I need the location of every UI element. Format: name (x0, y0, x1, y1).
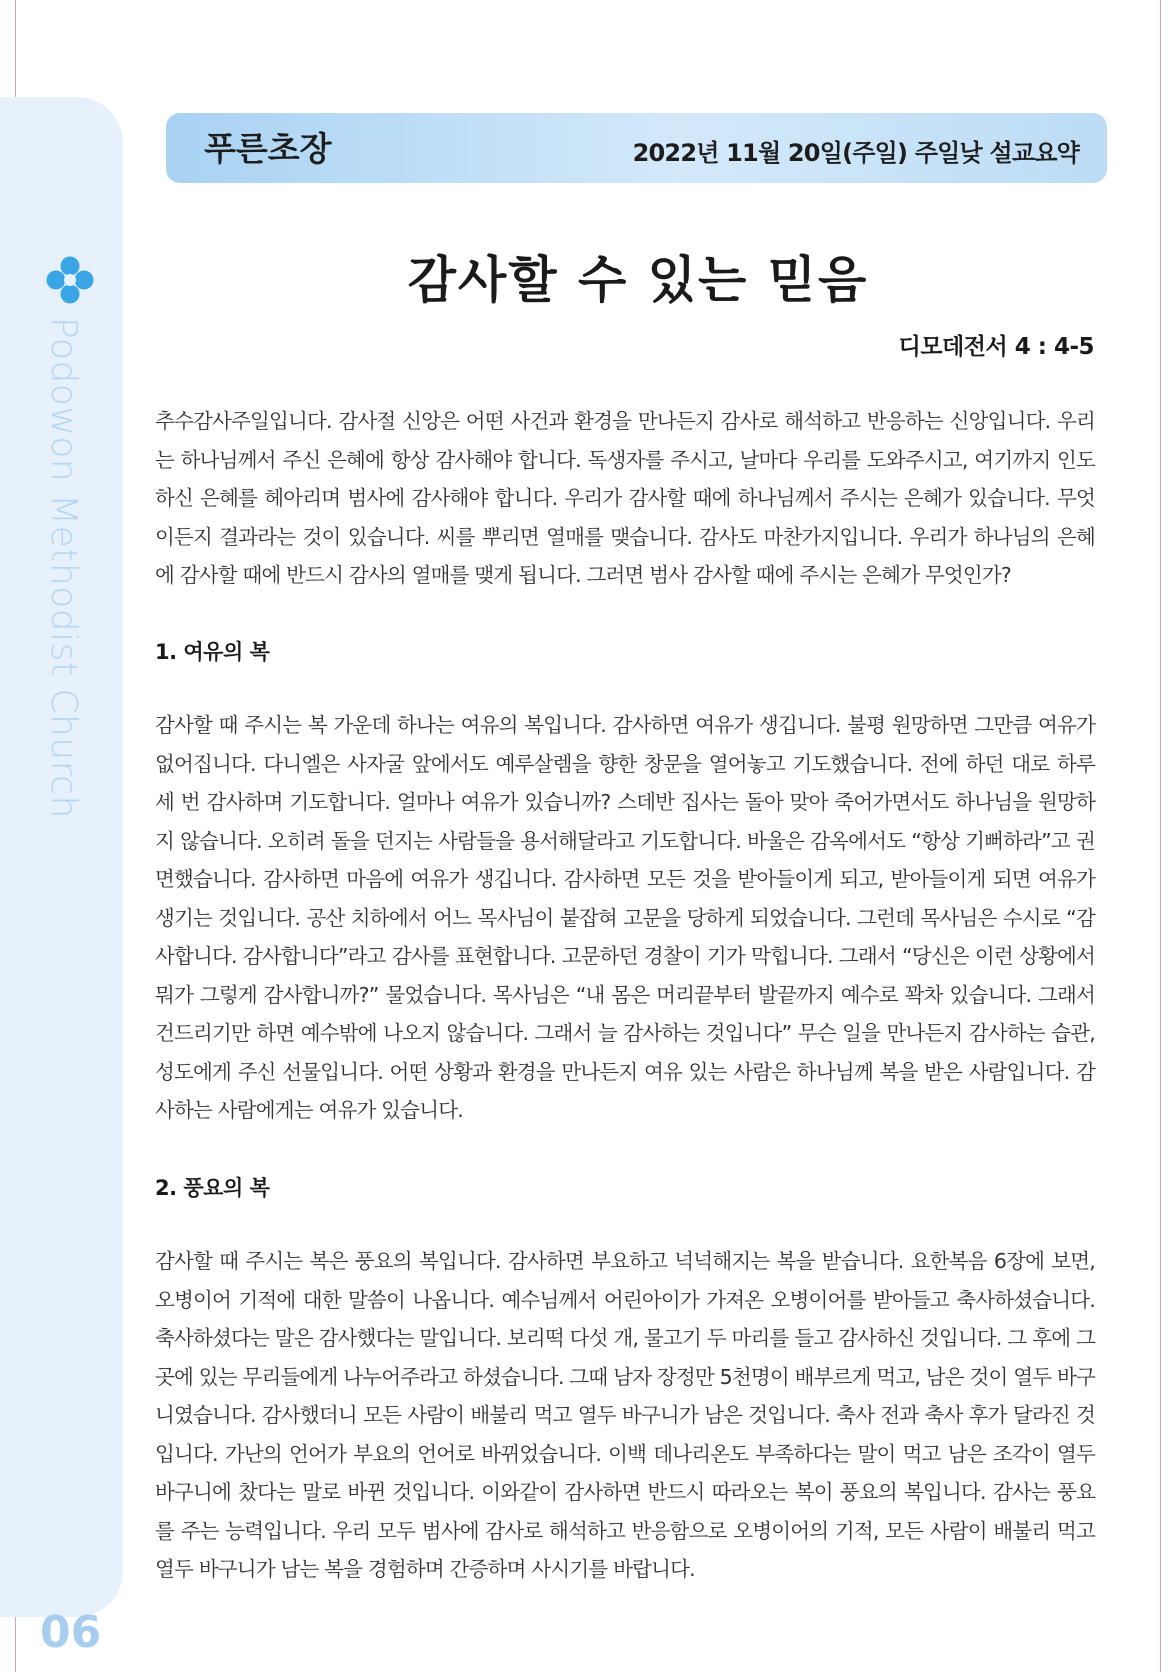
section-label: 푸른초장 (204, 129, 332, 168)
cross-flower-icon (45, 255, 95, 305)
scripture-reference: 디모데전서 4 : 4-5 (898, 334, 1094, 360)
section-body-2: 감사할 때 주시는 복은 풍요의 복입니다. 감사하면 부요하고 넉넉해지는 복을 받습니다. 요한복음 6장에 보면, 오병이어 기적에 대한 말씀이 나옵니다. 예수님께서 어린아이가 가져온 오병이어를 받아들고 축사하셨습니다. 축사하셨다는 말은 감사했다는 말입니다. 보리떡 다섯 개, 물고기 두 마리를 들고 감사하신 것입니다. 그 후에 그곳에 있는 무리들에게 나누어주라고 하셨습니다. 그때 남자 장정만 5천명이 배부르게 먹고, 남은 것이 열두 바구니였습니다. 감사했더니 모든 사람이 배불리 먹고 열두 바구니가 남은 것입니다. 축사 전과 축사 후가 달라진 것입니다. 가난의 언어가 부요의 언어로 바뀌었습니다. 이백 데나리온도 부족하다는 말이 먹고 남은 조각이 열두 바구니에 찼다는 말로 바뀐 것입니다. 이와같이 감사하면 반드시 따라오는 복이 풍요의 복입니다. 감사는 풍요를 주는 능력입니다. 우리 모두 범사에 감사로 해석하고 반응함으로 오병이어의 기적, 모든 사람이 배불리 먹고 열두 바구니가 남는 복을 경험하며 간증하며 사시기를 바랍니다. (155, 1249, 1095, 1581)
sidebar (0, 97, 123, 1658)
section-body-1: 감사할 때 주시는 복 가운데 하나는 여유의 복입니다. 감사하면 여유가 생깁니다. 불평 원망하면 그만큼 여유가 없어집니다. 다니엘은 사자굴 앞에서도 예루살렘을 향한 창문을 열어놓고 기도했습니다. 전에 하던 대로 하루 세 번 감사하며 기도합니다. 얼마나 여유가 있습니까? 스데반 집사는 돌아 맞아 죽어가면서도 하나님을 원망하지 않습니다. 오히려 돌을 던지는 사람들을 용서해달라고 기도합니다. 바울은 감옥에서도 “항상 기뻐하라”고 권면했습니다. 감사하면 마음에 여유가 생깁니다. 감사하면 모든 것을 받아들이게 되고, 받아들이게 되면 여유가 생기는 것입니다. 공산 치하에서 어느 목사님이 붙잡혀 고문을 당하게 되었습니다. 그런데 목사님은 수시로 “감사합니다. 감사합니다”라고 감사를 표현합니다. 고문하던 경찰이 기가 막힙니다. 그래서 “당신은 이런 상황에서 뭐가 그렇게 감사합니까?” 물었습니다. 목사님은 “내 몸은 머리끝부터 발끝까지 예수로 꽉차 있습니다. 그래서 건드리기만 하면 예수밖에 나오지 않습니다. 그래서 늘 감사하는 것입니다” 무슨 일을 만나든지 감사하는 습관, 성도에게 주신 선물입니다. 어떤 상황과 환경을 만나든지 여유 있는 사람은 하나님께 복을 받은 사람입니다. 감사하는 사람에게는 여유가 있습니다. (155, 713, 1095, 1122)
header-band (166, 113, 1107, 183)
intro-paragraph: 추수감사주일입니다. 감사절 신앙은 어떤 사건과 환경을 만나든지 감사로 해석하고 반응하는 신앙입니다. 우리는 하나님께서 주신 은혜에 항상 감사해야 합니다. 독생자를 주시고, 날마다 우리를 도와주시고, 여기까지 인도하신 은혜를 헤아리며 범사에 감사해야 합니다. 우리가 감사할 때에 하나님께서 주시는 은혜가 있습니다. 무엇이든지 결과라는 것이 있습니다. 씨를 뿌리면 열매를 맺습니다. 감사도 마찬가지입니다. 우리가 하나님의 은혜에 감사할 때에 반드시 감사의 열매를 맺게 됩니다. 그러면 범사 감사할 때에 주시는 은혜가 무엇인가? (155, 409, 1095, 587)
page-border-right (1160, 0, 1161, 1672)
section-heading-2: 2. 풍요의 복 (155, 1176, 270, 1200)
section-heading-1: 1. 여유의 복 (155, 640, 270, 664)
page-number: 06 (40, 1607, 102, 1658)
church-name-vertical: Podowon Methodist Church (43, 317, 84, 819)
sermon-title: 감사할 수 있는 믿음 (407, 250, 869, 309)
sermon-date: 2022년 11월 20일(주일) 주일낮 설교요약 (632, 139, 1079, 167)
